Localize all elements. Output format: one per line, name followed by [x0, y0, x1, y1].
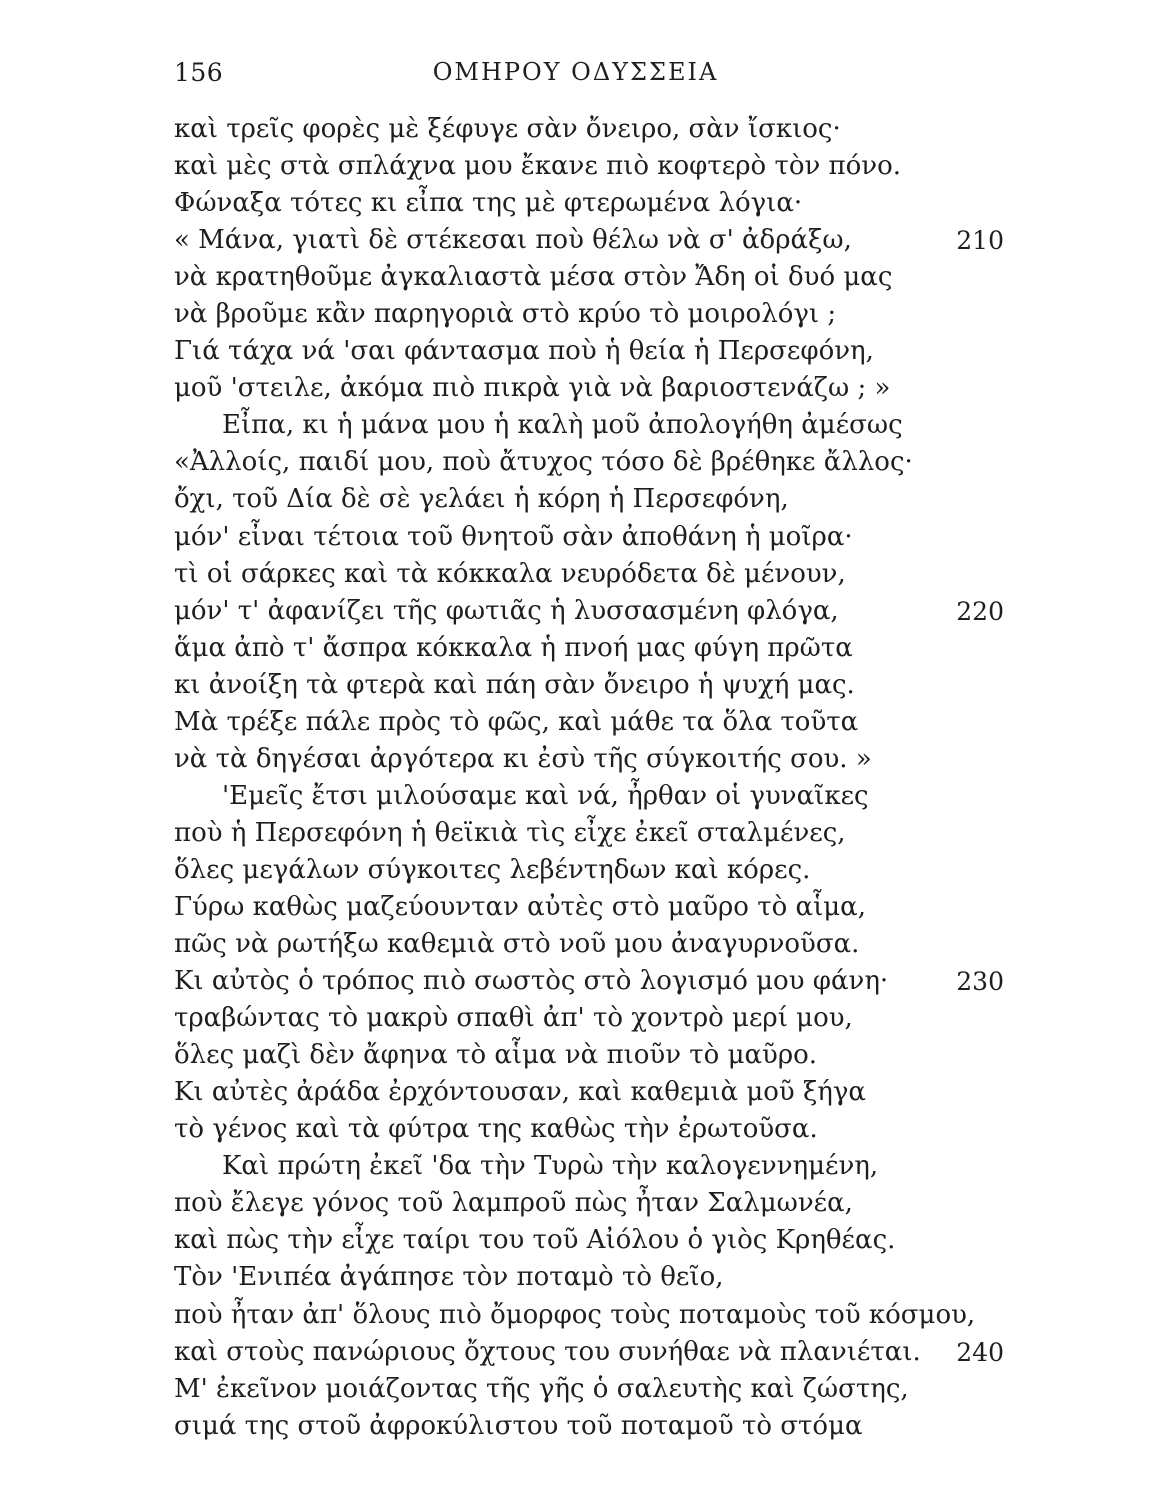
verse-line [174, 926, 1004, 963]
verse-line [174, 889, 1004, 926]
verse-line [174, 593, 1004, 630]
verse-line [174, 1111, 1004, 1148]
verse-line [174, 1037, 1004, 1074]
verse-text: μοῦ 'στειλε, ἀκόμα πιὸ πικρὰ γιὰ νὰ βαριοστενάζω ; » [174, 373, 891, 404]
verse-line [174, 444, 1004, 481]
verse-line [174, 1334, 1004, 1371]
verse-text: 'Εμεῖς ἔτσι μιλούσαμε καὶ νά, ἦρθαν οἱ γυναῖκες [222, 780, 869, 811]
verse-text: Τὸν 'Ενιπέα ἀγάπησε τὸν ποταμὸ τὸ θεῖο, [174, 1262, 724, 1293]
verse-line [174, 333, 1004, 370]
verse-text: ποὺ ἡ Περσεφόνη ἡ θεϊκιὰ τὶς εἶχε ἐκεῖ σταλμένες, [174, 817, 846, 848]
verse-line [174, 1371, 1004, 1408]
verse-line [174, 185, 1004, 222]
verse-text: καὶ πὼς τὴν εἶχε ταίρι του τοῦ Αἰόλου ὁ γιὸς Κρηθέας. [174, 1225, 896, 1256]
verse-text: Εἶπα, κι ἡ μάνα μου ἡ καλὴ μοῦ ἀπολογήθη ἀμέσως [222, 410, 903, 441]
page-number: 156 [174, 58, 224, 87]
verse-text: Μὰ τρέξε πάλε πρὸς τὸ φῶς, καὶ μάθε τα ὅλα τοῦτα [174, 706, 859, 737]
verse-text: «Ἀλλοίς, παιδί μου, ποὺ ἄτυχος τόσο δὲ βρέθηκε ἄλλος· [174, 447, 913, 478]
running-head: ΟΜΗΡΟΥ ΟΔΥΣΣΕΙΑ [432, 58, 719, 86]
verse-text: Γιά τάχα νά 'σαι φάντασμα ποὺ ἡ θεία ἡ Περσεφόνη, [174, 336, 874, 367]
verse-text: Καὶ πρώτη ἐκεῖ 'δα τὴν Τυρὼ τὴν καλογεννημένη, [222, 1151, 879, 1182]
verse-text: νὰ βροῦμε κἂν παρηγοριὰ στὸ κρύο τὸ μοιρολόγι ; [174, 299, 837, 330]
verse-text: μόν' τ' ἀφανίζει τῆς φωτιᾶς ἡ λυσσασμένη φλόγα, [174, 595, 839, 626]
verse-line [174, 519, 1004, 556]
line-number: 210 [956, 226, 1004, 256]
verse-line [174, 667, 1004, 704]
verse-line [174, 1185, 1004, 1222]
verse-line [174, 815, 1004, 852]
verse-line [174, 296, 1004, 333]
verse-text: μόν' εἶναι τέτοια τοῦ θνητοῦ σὰν ἀποθάνη ἡ μοῖρα· [174, 521, 853, 552]
verse-line [174, 1074, 1004, 1111]
line-number: 240 [956, 1337, 1004, 1367]
verse-text: κι ἀνοίξη τὰ φτερὰ καὶ πάη σὰν ὄνειρο ἡ ψυχή μας. [174, 669, 855, 700]
verse-line [174, 1297, 1004, 1334]
verse-line [174, 1408, 1004, 1445]
verse-text: ὅλες μεγάλων σύγκοιτες λεβέντηδων καὶ κόρες. [174, 854, 811, 885]
verse-text: νὰ κρατηθοῦμε ἀγκαλιαστὰ μέσα στὸν Ἄδη οἱ δυό μας [174, 262, 893, 293]
verse-line [174, 1259, 1004, 1296]
verse-text: « Μάνα, γιατὶ δὲ στέκεσαι ποὺ θέλω νὰ σ' ἀδράξω, [174, 225, 852, 256]
verse-line [174, 1222, 1004, 1259]
verse-block [174, 111, 1004, 1445]
verse-text: ποὺ ἦταν ἀπ' ὅλους πιὸ ὄμορφος τοὺς ποταμοὺς τοῦ κόσμου, [174, 1299, 976, 1330]
verse-text: νὰ τὰ δηγέσαι ἀργότερα κι ἐσὺ τῆς σύγκοιτής σου. » [174, 743, 872, 774]
line-number: 230 [956, 967, 1004, 997]
verse-line [174, 630, 1004, 667]
verse-line [174, 407, 1004, 444]
verse-text: καὶ τρεῖς φορὲς μὲ ξέφυγε σὰν ὄνειρο, σὰν ἴσκιος· [174, 114, 841, 144]
verse-line [174, 481, 1004, 518]
verse-line [174, 259, 1004, 296]
verse-line [174, 148, 1004, 185]
verse-line [174, 1148, 1004, 1185]
verse-text: ὅλες μαζὶ δὲν ἄφηνα τὸ αἷμα νὰ πιοῦν τὸ μαῦρο. [174, 1040, 818, 1071]
verse-text: Γύρω καθὼς μαζεύουνταν αὐτὲς στὸ μαῦρο τὸ αἷμα, [174, 891, 866, 922]
verse-text: τὸ γένος καὶ τὰ φύτρα της καθὼς τὴν ἐρωτοῦσα. [174, 1114, 818, 1145]
verse-text: Κι αὐτὲς ἀράδα ἐρχόντουσαν, καὶ καθεμιὰ μοῦ ξήγα [174, 1077, 866, 1108]
verse-text: Κι αὐτὸς ὁ τρόπος πιὸ σωστὸς στὸ λογισμό μου φάνη· [174, 966, 889, 997]
verse-text: καὶ στοὺς πανώριους ὄχτους του συνήθαε νὰ πλανιέται. [174, 1336, 921, 1367]
verse-line [174, 222, 1004, 259]
verse-line [174, 111, 1004, 148]
verse-line [174, 370, 1004, 407]
verse-text: Μ' ἐκεῖνον μοιάζοντας τῆς γῆς ὁ σαλευτὴς καὶ ζώστης, [174, 1373, 909, 1404]
verse-text: τὶ οἱ σάρκες καὶ τὰ κόκκαλα νευρόδετα δὲ μένουν, [174, 558, 846, 589]
verse-text: Φώναξα τότες κι εἶπα της μὲ φτερωμένα λόγια· [174, 188, 803, 219]
verse-line [174, 778, 1004, 815]
verse-text: πῶς νὰ ρωτήξω καθεμιὰ στὸ νοῦ μου ἀναγυρνοῦσα. [174, 929, 860, 960]
verse-text: ἅμα ἀπὸ τ' ἄσπρα κόκκαλα ἡ πνοή μας φύγη πρῶτα [174, 632, 853, 663]
verse-line [174, 1000, 1004, 1037]
verse-line [174, 963, 1004, 1000]
verse-text: σιμά της στοῦ ἀφροκύλιστου τοῦ ποταμοῦ τὸ στόμα [174, 1410, 863, 1441]
verse-text: ποὺ ἔλεγε γόνος τοῦ λαμπροῦ πὼς ἦταν Σαλμωνέα, [174, 1188, 853, 1219]
verse-text: τραβώντας τὸ μακρὺ σπαθὶ ἀπ' τὸ χοντρὸ μερί μου, [174, 1003, 853, 1034]
verse-text: καὶ μὲς στὰ σπλάχνα μου ἔκανε πιὸ κοφτερὸ τὸν πόνο. [174, 151, 902, 182]
line-number: 220 [956, 596, 1004, 626]
verse-line [174, 741, 1004, 778]
verse-line [174, 852, 1004, 889]
verse-line [174, 556, 1004, 593]
verse-text: ὄχι, τοῦ Δία δὲ σὲ γελάει ἡ κόρη ἡ Περσεφόνη, [174, 484, 789, 515]
verse-line [174, 704, 1004, 741]
